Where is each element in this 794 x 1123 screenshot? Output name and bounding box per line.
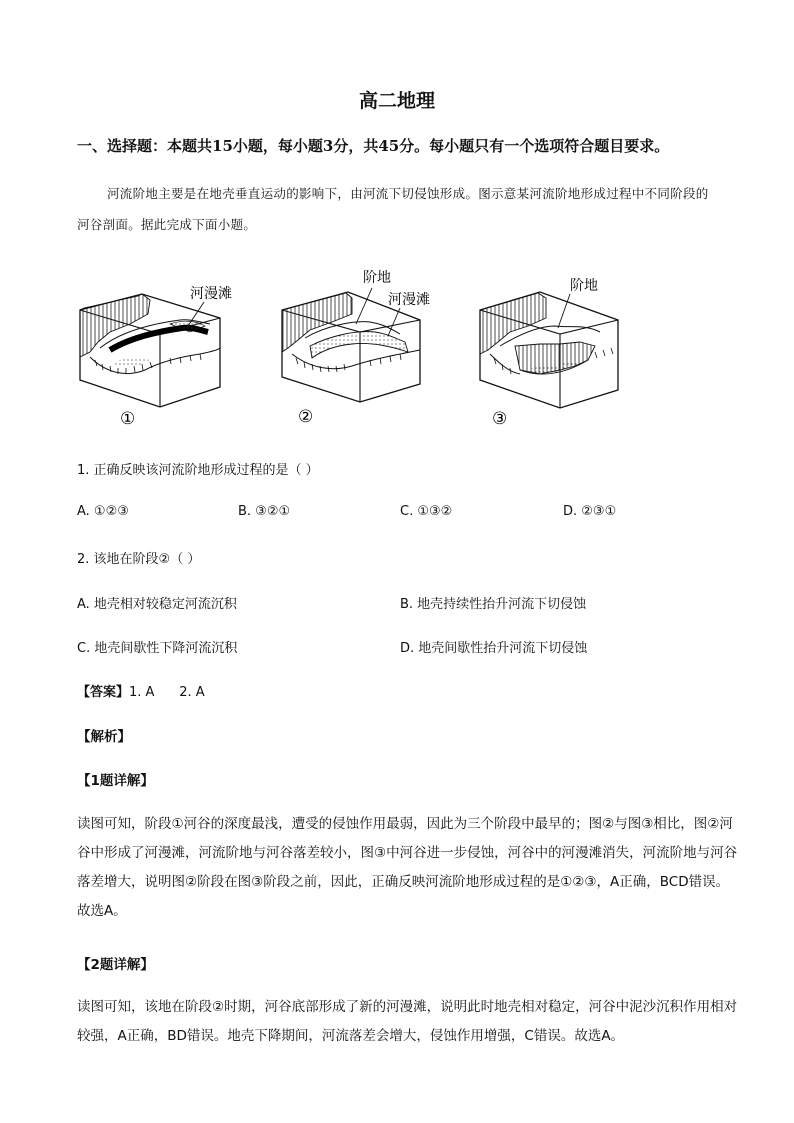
label-terrace-3: 阶地 [570, 278, 598, 294]
river-terrace-figure [70, 262, 730, 432]
label-floodplain-1: 河漫滩 [190, 286, 232, 302]
block-diagram-3 [480, 277, 618, 429]
label-floodplain-2: 河漫滩 [388, 292, 430, 308]
question-2-option-c: C. 地壳间歇性下降河流沉积 [77, 641, 238, 656]
intro-paragraph: 河流阶地主要是在地壳垂直运动的影响下，由河流下切侵蚀形成。图示意某河流阶地形成过程中不同阶段的河谷剖面。据此完成下面小题。 [77, 186, 709, 232]
answer-text: 1. A 2. A [129, 685, 205, 700]
question-1-option-b: B. ③②① [238, 504, 291, 519]
question-2-option-b: B. 地壳持续性抬升河流下切侵蚀 [400, 597, 587, 612]
figure-svg [70, 262, 730, 432]
detail-1-heading: 【1题详解】 [77, 773, 154, 789]
document-title: 高二地理 [358, 90, 435, 112]
answer-label: 【答案】 [77, 685, 130, 700]
detail-1-text: 读图可知，阶段①河谷的深度最浅，遭受的侵蚀作用最弱，因此为三个阶段中最早的；图②与图③相比，图②河谷中形成了河漫滩，河流阶地与河谷落差较小，图③中河谷进一步侵蚀，河谷中的河漫滩消失，河流阶地与河谷落差增大，说明图②阶段在图③阶段之前，因此，正确反映河流阶地形成过程的是①②③，A正确，BCD错误。故选A。 [77, 816, 738, 919]
panel-number-2: ② [298, 407, 314, 427]
section-heading: 一、选择题：本题共15小题，每小题3分，共45分。每小题只有一个选项符合题目要求。 [77, 137, 670, 155]
panel-number-3: ③ [492, 409, 508, 429]
question-1-option-c: C. ①③② [400, 504, 453, 519]
question-1-stem: 1. 正确反映该河流阶地形成过程的是（ ） [77, 463, 319, 478]
panel-number-1: ① [120, 409, 136, 429]
question-2-stem: 2. 该地在阶段②（ ） [77, 552, 201, 567]
question-1-option-a: A. ①②③ [77, 504, 129, 519]
analysis-label: 【解析】 [77, 729, 131, 745]
label-terrace-2: 阶地 [363, 270, 391, 286]
block-diagram-2 [282, 269, 430, 427]
answer-line [77, 681, 205, 700]
question-2-option-a: A. 地壳相对较稳定河流沉积 [77, 597, 237, 612]
detail-2-heading: 【2题详解】 [77, 957, 154, 973]
question-1-option-d: D. ②③① [563, 504, 617, 519]
block-diagram-1 [80, 286, 232, 429]
detail-2-text: 读图可知，该地在阶段②时期，河谷底部形成了新的河漫滩，说明此时地壳相对稳定，河谷中泥沙沉积作用相对较强，A正确，BD错误。地壳下降期间，河流落差会增大，侵蚀作用增强，C错误。故选A。 [77, 999, 738, 1044]
question-2-option-d: D. 地壳间歇性抬升河流下切侵蚀 [400, 641, 588, 656]
